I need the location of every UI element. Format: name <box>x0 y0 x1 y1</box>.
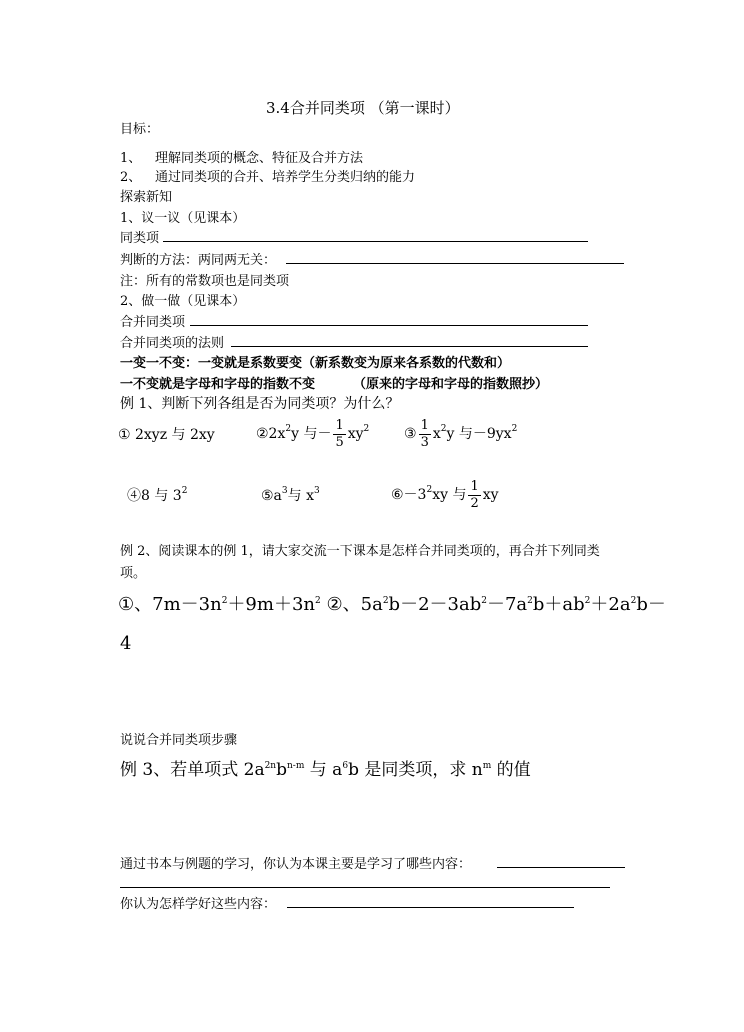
rule-line-2: 一不变就是字母和字母的指数不变 <box>120 377 316 392</box>
step-1-label: 1、议一议（见课本） <box>120 211 246 226</box>
summary-blank-2[interactable] <box>120 887 610 888</box>
summary-question: 通过书本与例题的学习，你认为本课主要是学习了哪些内容： <box>120 857 472 872</box>
goal-1-number: 1、 <box>120 151 142 166</box>
combine-blank[interactable] <box>190 325 588 326</box>
ex1-item-2: $②2x^2y$ 与－ $\frac{1}{5}$ $xy^2$ <box>256 417 370 450</box>
example-2-line-1: 例 2、阅读课本的例 1，请大家交流一下课本是怎样合并同类项的，再合并下列同类 <box>120 544 600 559</box>
combine-label: 合并同类项 <box>120 315 186 330</box>
like-terms-label: 同类项 <box>120 231 160 246</box>
example-1-heading: 例 1、判断下列各组是否为同类项？为什么？ <box>120 396 400 412</box>
goal-2-text: 通过同类项的合并、培养学生分类归纳的能力 <box>155 170 416 185</box>
steps-prompt: 说说合并同类项步骤 <box>120 733 238 748</box>
fraction-one-half: $\frac{1}{2}$ <box>470 478 479 511</box>
example-2-tail: 4 <box>120 633 132 654</box>
example-2-expressions: ①、$7m-3n^2+9m+3n^2$ ②、$5a^2b-2-3ab^2-7a^2b+ab^2+2a^2b-$ <box>118 594 666 615</box>
combine-rule-blank[interactable] <box>231 346 588 347</box>
fraction-one-third: $\frac{1}{3}$ <box>420 417 429 450</box>
ex1-item-5: $⑤a^3$与 $x^3$ <box>261 486 320 504</box>
example-3: 例 3、若单项式 $2a^{2n}b^{n-m}$ 与 $a^6b$ 是同类项，求 $n^m$ 的值 <box>120 760 531 780</box>
judge-method-label: 判断的方法：两同两无关： <box>120 253 277 268</box>
judge-method-blank[interactable] <box>286 263 624 264</box>
goal-2-number: 2、 <box>120 170 142 185</box>
summary-blank-1[interactable] <box>497 867 625 868</box>
fraction-one-fifth: $\frac{1}{5}$ <box>335 417 344 450</box>
ex1-item-4: ④8 与 $3^2$ <box>127 486 188 504</box>
how-question: 你认为怎样学好这些内容： <box>120 897 277 912</box>
ex1-item-3: ③ $\frac{1}{3}$ $x^2y$ 与$-9yx^2$ <box>404 417 518 450</box>
page-title: 3.4合并同类项 （第一课时） <box>266 99 460 117</box>
rule-line-2-note: （原来的字母和字母的指数照抄） <box>353 377 549 392</box>
like-terms-blank[interactable] <box>163 241 588 242</box>
constant-note: 注：所有的常数项也是同类项 <box>120 274 290 289</box>
ex1-item-1: ① 2xyz 与 2xy <box>118 427 215 443</box>
combine-rule-label: 合并同类项的法则 <box>120 336 225 351</box>
ex1-item-6: $⑥-3^2xy$ 与 $\frac{1}{2}$ xy <box>391 478 499 511</box>
step-2-label: 2、做一做（见课本） <box>120 294 246 309</box>
explore-heading: 探索新知 <box>120 190 173 205</box>
rule-line-1: 一变一不变：一变就是系数要变（新系数变为原来各系数的代数和） <box>120 356 511 371</box>
goals-heading: 目标： <box>120 122 160 137</box>
example-2-line-2: 项。 <box>120 566 147 581</box>
goal-1-text: 理解同类项的概念、特征及合并方法 <box>155 151 364 166</box>
how-blank[interactable] <box>287 907 574 908</box>
